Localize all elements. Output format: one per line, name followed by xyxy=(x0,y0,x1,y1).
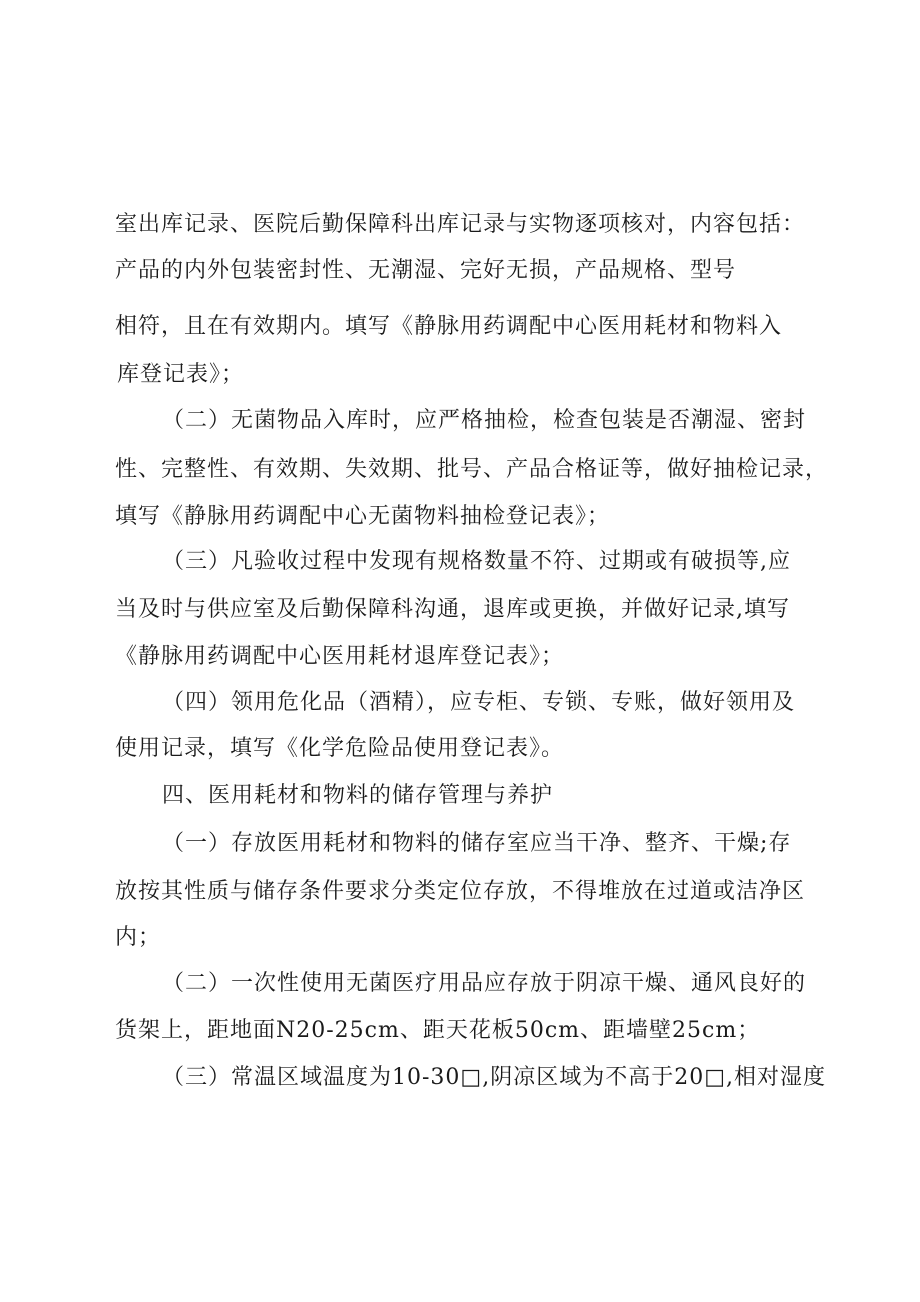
text-line: （一）存放医用耗材和物料的储存室应当干净、整齐、干燥;存 xyxy=(162,831,792,856)
text-line: 《静脉用药调配中心医用耗材退库登记表》； xyxy=(115,644,565,669)
section-heading: 四、医用耗材和物料的储存管理与养护 xyxy=(162,783,554,808)
text-line: 内； xyxy=(115,925,162,950)
text-line: 当及时与供应室及后勤保障科沟通，退库或更换，并做好记录,填写 xyxy=(115,597,790,622)
text-line: 相符，且在有效期内。填写《静脉用药调配中心医用耗材和物料入 xyxy=(115,314,783,339)
text-line: 填写《静脉用药调配中心无菌物料抽检登记表》； xyxy=(115,504,611,529)
text-line: （三）凡验收过程中发现有规格数量不符、过期或有破损等,应 xyxy=(162,549,791,574)
text-line: 使用记录，填写《化学危险品使用登记表》。 xyxy=(115,736,565,761)
text-line: （三）常温区域温度为10-30□,阴凉区域为不高于20□,相对湿度 xyxy=(162,1065,826,1090)
text-line: （二）无菌物品入库时，应严格抽检，检查包装是否潮湿、密封 xyxy=(162,408,807,433)
text-line: 货架上，距地面N20-25cm、距天花板50cm、距墙壁25cm； xyxy=(115,1018,761,1043)
text-line: （二）一次性使用无菌医疗用品应存放于阴凉干燥、通风良好的 xyxy=(162,971,807,996)
text-line: 库登记表》； xyxy=(117,362,245,387)
text-line: 产品的内外包装密封性、无潮湿、完好无损，产品规格、型号 xyxy=(115,258,737,283)
text-line: 室出库记录、医院后勤保障科出库记录与实物逐项核对，内容包括： xyxy=(115,212,806,237)
text-line: 放按其性质与储存条件要求分类定位存放，不得堆放在过道或洁净区 xyxy=(115,879,806,904)
text-line: （四）领用危化品（酒精），应专柜、专锁、专账，做好领用及 xyxy=(162,690,796,715)
text-line: 性、完整性、有效期、失效期、批号、产品合格证等，做好抽检记录， xyxy=(115,457,829,482)
